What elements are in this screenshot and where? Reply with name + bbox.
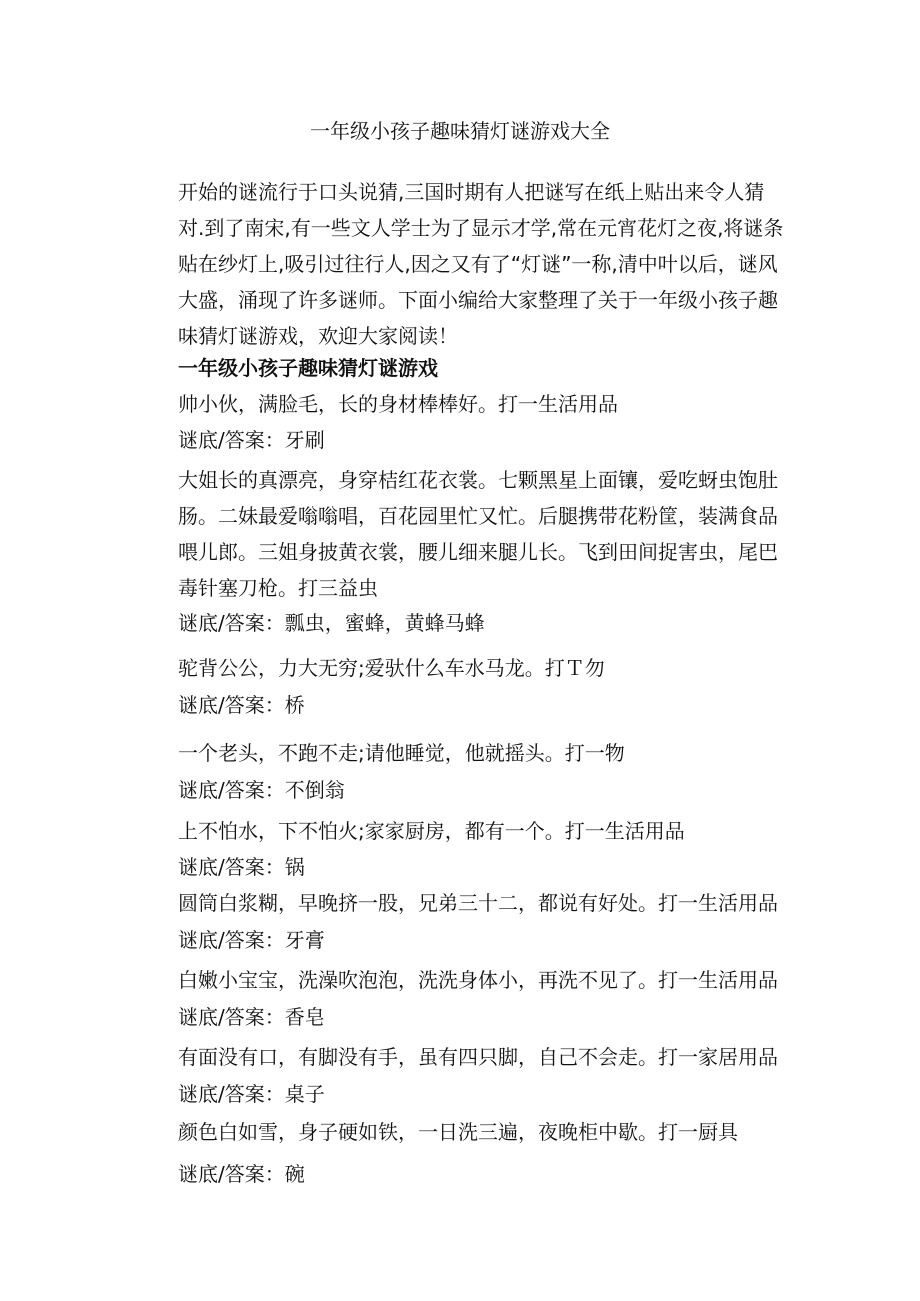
- riddle-answer: 谜底/答案：牙膏: [178, 928, 325, 952]
- riddle-question: 颜色白如雪，身子硬如铁，一日洗三遍，夜晚柜中歇。打一厨具: [178, 1120, 738, 1144]
- riddle-question: 白嫩小宝宝，洗澡吹泡泡，洗洗身体小，再洗不见了。打一生活用品: [178, 968, 778, 992]
- riddle-answer: 谜底/答案：香皂: [178, 1005, 325, 1029]
- section-heading: 一年级小孩子趣味猜灯谜游戏: [178, 356, 438, 380]
- document-title: 一年级小孩子趣味猜灯谜游戏大全: [310, 119, 610, 143]
- riddle-answer: 谜底/答案：碗: [178, 1162, 305, 1186]
- riddle-question: 一个老头，不跑不走;请他睡觉，他就摇头。打一物: [178, 741, 625, 765]
- riddle-question: 圆筒白浆糊，早晚挤一股，兄弟三十二，都说有好处。打一生活用品: [178, 891, 778, 915]
- riddle-answer: 谜底/答案：牙刷: [178, 428, 325, 452]
- riddle-question: 有面没有口，有脚没有手，虽有四只脚，自己不会走。打一家居用品: [178, 1045, 778, 1069]
- riddle-question: 帅小伙，满脸毛，长的身材棒棒好。打一生活用品: [178, 392, 618, 416]
- riddle-answer: 谜底/答案：瓢虫，蜜蜂，黄蜂马蜂: [178, 611, 485, 635]
- riddle-question: 大姐长的真漂亮，身穿桔红花衣裳。七颗黑星上面镶，爱吃蚜虫饱肚肠。二妹最爱嗡嗡唱，百花园里忙又忙。后腿携带花粉筐，装满食品喂儿郎。三姐身披黄衣裳，腰儿细来腿儿长。飞到田间捉害虫，尾巴毒针塞刀枪。打三益虫: [178, 468, 778, 600]
- riddle-answer: 谜底/答案：桥: [178, 693, 305, 717]
- riddle-answer: 谜底/答案：锅: [178, 855, 305, 879]
- riddle-question: 驼背公公，力大无穷;爱驮什么车水马龙。打Ｔ勿: [178, 656, 605, 680]
- riddle-answer: 谜底/答案：桌子: [178, 1082, 325, 1106]
- riddle-answer: 谜底/答案：不倒翁: [178, 778, 345, 802]
- riddle-question: 上不怕水，下不怕火;家家厨房，都有一个。打一生活用品: [178, 819, 685, 843]
- intro-paragraph: 开始的谜流行于口头说猜,三国时期有人把谜写在纸上贴出来令人猜对.到了南宋,有一些文人学士为了显示才学,常在元宵花灯之夜,将谜条贴在纱灯上,吸引过往行人,因之又有了“灯谜”一称,清中叶以后，谜风大盛，涌现了许多谜师。下面小编给大家整理了关于一年级小孩子趣味猜灯谜游戏，欢迎大家阅读！: [178, 180, 784, 348]
